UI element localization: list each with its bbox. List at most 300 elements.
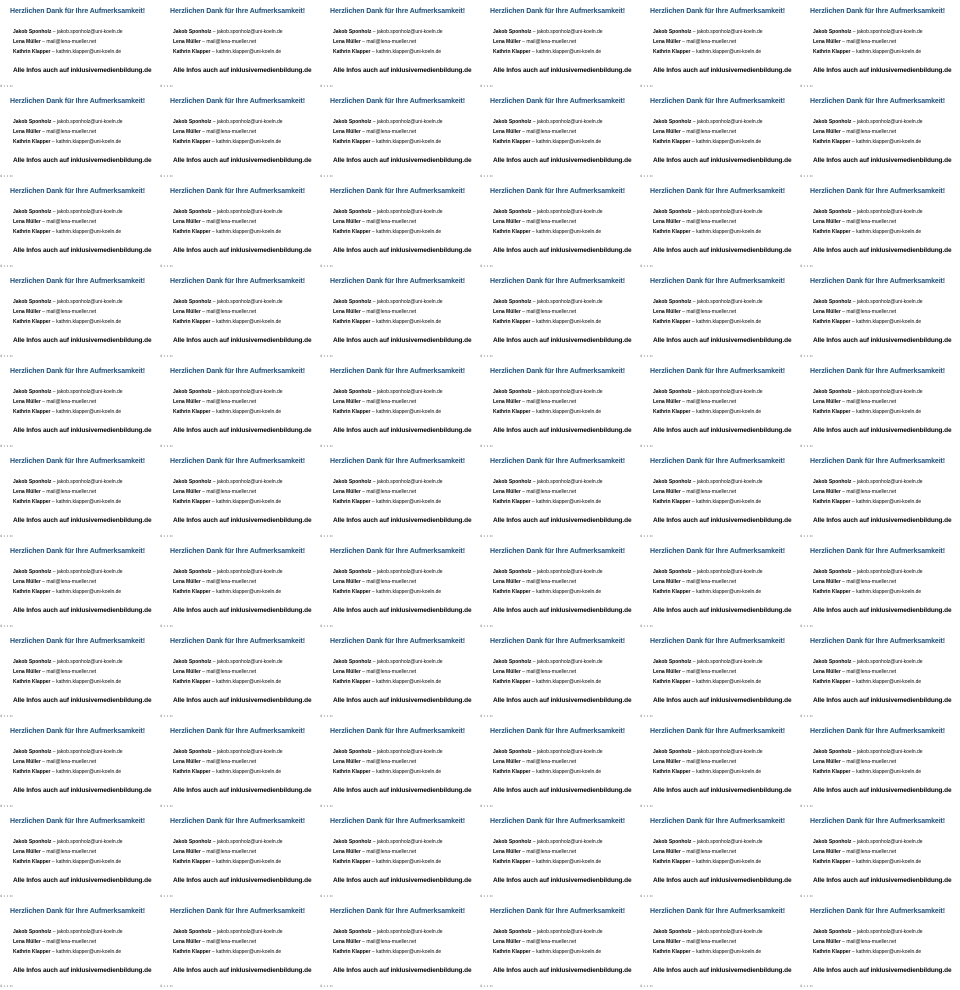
contact-line	[813, 487, 923, 497]
contact-line	[333, 127, 443, 137]
contact-line	[333, 657, 443, 667]
contact-separator: –	[851, 389, 857, 395]
footer-website-text: Alle Infos auch auf inklusivemedienbildung.de	[493, 697, 632, 704]
contact-email: kathrin.klapper@uni-koeln.de	[376, 589, 442, 595]
footer-website-text: Alle Infos auch auf inklusivemedienbildung.de	[173, 787, 312, 794]
contact-line	[493, 127, 603, 137]
contact-list	[173, 927, 283, 957]
slide-tile	[320, 900, 480, 990]
contact-name: Kathrin Klapper	[493, 229, 531, 235]
contact-separator: –	[691, 479, 697, 485]
contact-name: Kathrin Klapper	[173, 49, 211, 55]
slide-tile	[160, 90, 320, 180]
contact-separator: –	[360, 309, 367, 315]
contact-name: Kathrin Klapper	[173, 769, 211, 775]
slide-tile	[160, 900, 320, 990]
contact-name: Lena Müller	[653, 489, 681, 495]
contact-name: Lena Müller	[333, 579, 361, 585]
contact-email: mail@lena-mueller.net	[206, 759, 257, 765]
contact-separator: –	[200, 939, 207, 945]
contact-separator: –	[691, 749, 697, 755]
contact-name: Jakob Sponholz	[653, 389, 692, 395]
contact-line	[13, 47, 123, 57]
contact-email: kathrin.klapper@uni-koeln.de	[856, 859, 922, 865]
contact-line	[813, 667, 923, 677]
footer-website-text: Alle Infos auch auf inklusivemedienbildung.de	[333, 697, 472, 704]
slide-tile	[800, 810, 960, 900]
contact-name: Jakob Sponholz	[173, 839, 212, 845]
contact-line	[333, 227, 443, 237]
contact-email: mail@lena-mueller.net	[686, 669, 737, 675]
contact-email: mail@lena-mueller.net	[526, 219, 577, 225]
contact-separator: –	[690, 49, 697, 55]
contact-name: Jakob Sponholz	[813, 749, 852, 755]
slide-tile	[640, 270, 800, 360]
contact-name: Lena Müller	[13, 939, 41, 945]
contact-line	[13, 387, 123, 397]
contact-email: jakob.sponholz@uni-koeln.de	[56, 209, 123, 215]
footer-website-text: Alle Infos auch auf inklusivemedienbildung.de	[493, 427, 632, 434]
contact-name: Jakob Sponholz	[493, 749, 532, 755]
contact-name: Kathrin Klapper	[333, 319, 371, 325]
slide-tile	[640, 360, 800, 450]
contact-email: jakob.sponholz@uni-koeln.de	[216, 749, 283, 755]
slide-title: Herzlichen Dank für Ihre Aufmerksamkeit!	[170, 98, 306, 105]
contact-email: kathrin.klapper@uni-koeln.de	[376, 499, 442, 505]
contact-separator: –	[371, 929, 377, 935]
contact-email: mail@lena-mueller.net	[686, 579, 737, 585]
contact-separator: –	[691, 209, 697, 215]
contact-name: Jakob Sponholz	[333, 299, 372, 305]
contact-list	[333, 297, 443, 327]
slide-tile	[0, 0, 160, 90]
contact-separator: –	[371, 389, 377, 395]
contact-separator: –	[691, 929, 697, 935]
contact-name: Jakob Sponholz	[813, 29, 852, 35]
footer-website-text: Alle Infos auch auf inklusivemedienbildung.de	[173, 67, 312, 74]
contact-email: mail@lena-mueller.net	[846, 399, 897, 405]
slide-title: Herzlichen Dank für Ihre Aufmerksamkeit!	[330, 908, 466, 915]
contact-email: jakob.sponholz@uni-koeln.de	[216, 839, 283, 845]
contact-separator: –	[40, 489, 47, 495]
slide-marker: 4 • • ••	[320, 894, 333, 898]
footer-website-text: Alle Infos auch auf inklusivemedienbildung.de	[813, 337, 952, 344]
contact-name: Kathrin Klapper	[653, 409, 691, 415]
contact-separator: –	[850, 589, 857, 595]
contact-email: mail@lena-mueller.net	[846, 489, 897, 495]
contact-email: mail@lena-mueller.net	[46, 129, 97, 135]
contact-name: Jakob Sponholz	[173, 659, 212, 665]
contact-email: mail@lena-mueller.net	[366, 309, 417, 315]
slide-marker: 4 • • ••	[160, 894, 173, 898]
contact-line	[333, 137, 443, 147]
contact-separator: –	[200, 309, 207, 315]
contact-email: jakob.sponholz@uni-koeln.de	[536, 389, 603, 395]
contact-line	[173, 387, 283, 397]
contact-name: Lena Müller	[493, 669, 521, 675]
slide-title: Herzlichen Dank für Ihre Aufmerksamkeit!	[650, 8, 786, 15]
slide-marker: 4 • • ••	[640, 804, 653, 808]
contact-list	[13, 567, 123, 597]
slide-marker: 4 • • ••	[160, 534, 173, 538]
contact-name: Kathrin Klapper	[173, 679, 211, 685]
slide-title: Herzlichen Dank für Ihre Aufmerksamkeit!	[170, 8, 306, 15]
contact-email: jakob.sponholz@uni-koeln.de	[536, 659, 603, 665]
contact-name: Lena Müller	[13, 219, 41, 225]
contact-email: jakob.sponholz@uni-koeln.de	[376, 299, 443, 305]
contact-separator: –	[680, 849, 687, 855]
contact-email: jakob.sponholz@uni-koeln.de	[376, 209, 443, 215]
slide-title: Herzlichen Dank für Ihre Aufmerksamkeit!	[810, 548, 946, 555]
slide-title: Herzlichen Dank für Ihre Aufmerksamkeit!	[330, 188, 466, 195]
contact-email: jakob.sponholz@uni-koeln.de	[696, 29, 763, 35]
contact-separator: –	[210, 49, 217, 55]
contact-line	[333, 667, 443, 677]
slide-tile	[0, 810, 160, 900]
contact-email: kathrin.klapper@uni-koeln.de	[536, 409, 602, 415]
contact-line	[333, 837, 443, 847]
contact-separator: –	[531, 479, 537, 485]
contact-separator: –	[840, 849, 847, 855]
contact-separator: –	[211, 479, 217, 485]
contact-email: kathrin.klapper@uni-koeln.de	[536, 769, 602, 775]
contact-name: Jakob Sponholz	[653, 29, 692, 35]
contact-line	[653, 137, 763, 147]
contact-separator: –	[840, 759, 847, 765]
contact-separator: –	[371, 749, 377, 755]
footer-website-text: Alle Infos auch auf inklusivemedienbildung.de	[173, 157, 312, 164]
contact-line	[653, 937, 763, 947]
contact-separator: –	[851, 299, 857, 305]
contact-separator: –	[200, 219, 207, 225]
contact-email: kathrin.klapper@uni-koeln.de	[856, 589, 922, 595]
footer-website-text: Alle Infos auch auf inklusivemedienbildung.de	[653, 517, 792, 524]
contact-email: kathrin.klapper@uni-koeln.de	[56, 319, 122, 325]
slide-title: Herzlichen Dank für Ihre Aufmerksamkeit!	[330, 278, 466, 285]
contact-list	[333, 387, 443, 417]
contact-line	[653, 567, 763, 577]
contact-email: mail@lena-mueller.net	[366, 939, 417, 945]
contact-name: Jakob Sponholz	[173, 29, 212, 35]
slide-title: Herzlichen Dank für Ihre Aufmerksamkeit!	[170, 188, 306, 195]
slide-marker: 4 • • ••	[480, 354, 493, 358]
contact-line	[493, 567, 603, 577]
footer-website-text: Alle Infos auch auf inklusivemedienbildung.de	[13, 967, 152, 974]
contact-separator: –	[370, 499, 377, 505]
contact-separator: –	[530, 949, 537, 955]
contact-separator: –	[211, 749, 217, 755]
slide-tile	[160, 720, 320, 810]
contact-email: kathrin.klapper@uni-koeln.de	[216, 229, 282, 235]
contact-email: kathrin.klapper@uni-koeln.de	[56, 49, 122, 55]
contact-line	[493, 847, 603, 857]
contact-separator: –	[371, 569, 377, 575]
contact-line	[813, 207, 923, 217]
slide-marker: 4 • • ••	[640, 444, 653, 448]
contact-separator: –	[200, 399, 207, 405]
contact-separator: –	[210, 499, 217, 505]
slide-tile	[800, 540, 960, 630]
contact-email: kathrin.klapper@uni-koeln.de	[376, 859, 442, 865]
contact-line	[653, 387, 763, 397]
contact-name: Jakob Sponholz	[653, 659, 692, 665]
footer-website-text: Alle Infos auch auf inklusivemedienbildung.de	[493, 967, 632, 974]
slide-tile	[0, 270, 160, 360]
contact-email: kathrin.klapper@uni-koeln.de	[536, 679, 602, 685]
contact-separator: –	[51, 929, 57, 935]
contact-name: Lena Müller	[813, 579, 841, 585]
contact-separator: –	[360, 579, 367, 585]
contact-email: jakob.sponholz@uni-koeln.de	[536, 839, 603, 845]
contact-separator: –	[850, 409, 857, 415]
contact-list	[333, 567, 443, 597]
contact-name: Jakob Sponholz	[173, 389, 212, 395]
slide-title: Herzlichen Dank für Ihre Aufmerksamkeit!	[10, 98, 146, 105]
slide-tile	[0, 450, 160, 540]
footer-website-text: Alle Infos auch auf inklusivemedienbildung.de	[813, 157, 952, 164]
contact-line	[493, 217, 603, 227]
contact-email: mail@lena-mueller.net	[846, 129, 897, 135]
contact-name: Lena Müller	[13, 399, 41, 405]
contact-separator: –	[211, 119, 217, 125]
contact-separator: –	[520, 759, 527, 765]
contact-name: Kathrin Klapper	[13, 229, 51, 235]
contact-separator: –	[680, 579, 687, 585]
contact-name: Jakob Sponholz	[333, 749, 372, 755]
contact-separator: –	[371, 659, 377, 665]
contact-separator: –	[680, 939, 687, 945]
contact-name: Jakob Sponholz	[653, 209, 692, 215]
contact-separator: –	[50, 319, 57, 325]
slide-tile	[160, 360, 320, 450]
contact-separator: –	[200, 39, 207, 45]
slide-tile	[640, 90, 800, 180]
contact-line	[13, 227, 123, 237]
contact-email: mail@lena-mueller.net	[526, 579, 577, 585]
contact-name: Kathrin Klapper	[173, 949, 211, 955]
contact-name: Lena Müller	[813, 849, 841, 855]
contact-line	[493, 947, 603, 957]
contact-email: kathrin.klapper@uni-koeln.de	[216, 949, 282, 955]
contact-separator: –	[360, 849, 367, 855]
contact-name: Jakob Sponholz	[813, 569, 852, 575]
contact-name: Jakob Sponholz	[493, 569, 532, 575]
contact-name: Kathrin Klapper	[13, 139, 51, 145]
contact-line	[173, 657, 283, 667]
contact-line	[173, 27, 283, 37]
contact-email: kathrin.klapper@uni-koeln.de	[56, 949, 122, 955]
contact-list	[813, 207, 923, 237]
contact-line	[813, 117, 923, 127]
contact-email: kathrin.klapper@uni-koeln.de	[536, 139, 602, 145]
contact-email: kathrin.klapper@uni-koeln.de	[856, 49, 922, 55]
contact-name: Lena Müller	[653, 939, 681, 945]
contact-email: kathrin.klapper@uni-koeln.de	[856, 319, 922, 325]
contact-name: Kathrin Klapper	[653, 769, 691, 775]
contact-separator: –	[850, 319, 857, 325]
contact-line	[653, 127, 763, 137]
contact-line	[813, 837, 923, 847]
footer-website-text: Alle Infos auch auf inklusivemedienbildung.de	[493, 877, 632, 884]
contact-line	[173, 677, 283, 687]
slide-tile	[800, 180, 960, 270]
contact-name: Lena Müller	[653, 759, 681, 765]
contact-line	[13, 937, 123, 947]
slide-tile	[160, 180, 320, 270]
contact-name: Lena Müller	[173, 399, 201, 405]
contact-line	[173, 227, 283, 237]
contact-name: Lena Müller	[333, 849, 361, 855]
contact-separator: –	[680, 489, 687, 495]
contact-name: Lena Müller	[653, 849, 681, 855]
slide-tile	[320, 90, 480, 180]
contact-separator: –	[200, 129, 207, 135]
footer-website-text: Alle Infos auch auf inklusivemedienbildung.de	[493, 247, 632, 254]
footer-website-text: Alle Infos auch auf inklusivemedienbildung.de	[13, 247, 152, 254]
contact-separator: –	[210, 859, 217, 865]
contact-separator: –	[210, 679, 217, 685]
contact-line	[493, 317, 603, 327]
contact-name: Kathrin Klapper	[333, 139, 371, 145]
contact-separator: –	[210, 949, 217, 955]
contact-separator: –	[531, 389, 537, 395]
contact-separator: –	[50, 409, 57, 415]
contact-line	[653, 587, 763, 597]
contact-line	[813, 857, 923, 867]
contact-line	[653, 207, 763, 217]
footer-website-text: Alle Infos auch auf inklusivemedienbildung.de	[173, 877, 312, 884]
contact-name: Kathrin Klapper	[173, 859, 211, 865]
slide-tile	[0, 720, 160, 810]
contact-email: mail@lena-mueller.net	[46, 849, 97, 855]
contact-separator: –	[850, 949, 857, 955]
contact-line	[173, 757, 283, 767]
contact-name: Kathrin Klapper	[13, 499, 51, 505]
contact-name: Jakob Sponholz	[813, 839, 852, 845]
contact-list	[13, 207, 123, 237]
contact-line	[333, 407, 443, 417]
contact-line	[173, 767, 283, 777]
contact-email: jakob.sponholz@uni-koeln.de	[216, 659, 283, 665]
contact-list	[13, 477, 123, 507]
contact-line	[493, 297, 603, 307]
contact-list	[653, 747, 763, 777]
footer-website-text: Alle Infos auch auf inklusivemedienbildung.de	[653, 247, 792, 254]
contact-email: mail@lena-mueller.net	[206, 669, 257, 675]
contact-email: jakob.sponholz@uni-koeln.de	[856, 119, 923, 125]
footer-website-text: Alle Infos auch auf inklusivemedienbildung.de	[813, 247, 952, 254]
contact-email: jakob.sponholz@uni-koeln.de	[696, 839, 763, 845]
contact-name: Lena Müller	[333, 129, 361, 135]
slide-tile	[480, 180, 640, 270]
contact-separator: –	[211, 569, 217, 575]
contact-separator: –	[691, 839, 697, 845]
contact-line	[333, 767, 443, 777]
slide-marker: 4 • • ••	[640, 714, 653, 718]
contact-name: Kathrin Klapper	[333, 769, 371, 775]
contact-list	[653, 657, 763, 687]
footer-website-text: Alle Infos auch auf inklusivemedienbildung.de	[13, 67, 152, 74]
contact-email: kathrin.klapper@uni-koeln.de	[376, 139, 442, 145]
contact-line	[333, 27, 443, 37]
contact-email: mail@lena-mueller.net	[366, 39, 417, 45]
contact-name: Lena Müller	[493, 489, 521, 495]
slide-marker: 4 • • ••	[480, 174, 493, 178]
contact-line	[653, 47, 763, 57]
contact-name: Jakob Sponholz	[13, 749, 52, 755]
contact-line	[813, 927, 923, 937]
slide-marker: 4 • • ••	[0, 534, 13, 538]
slide-marker: 4 • • ••	[480, 804, 493, 808]
contact-separator: –	[200, 849, 207, 855]
contact-email: jakob.sponholz@uni-koeln.de	[856, 749, 923, 755]
contact-name: Kathrin Klapper	[813, 949, 851, 955]
contact-line	[493, 577, 603, 587]
contact-line	[13, 837, 123, 847]
slide-title: Herzlichen Dank für Ihre Aufmerksamkeit!	[330, 818, 466, 825]
footer-website-text: Alle Infos auch auf inklusivemedienbildung.de	[13, 337, 152, 344]
contact-separator: –	[40, 219, 47, 225]
contact-separator: –	[520, 579, 527, 585]
contact-separator: –	[50, 499, 57, 505]
slide-marker: 4 • • ••	[480, 534, 493, 538]
contact-separator: –	[520, 219, 527, 225]
contact-separator: –	[370, 589, 377, 595]
contact-list	[653, 27, 763, 57]
contact-separator: –	[530, 229, 537, 235]
contact-separator: –	[690, 589, 697, 595]
contact-separator: –	[520, 849, 527, 855]
contact-line	[653, 297, 763, 307]
contact-name: Lena Müller	[813, 939, 841, 945]
contact-separator: –	[370, 679, 377, 685]
contact-email: kathrin.klapper@uni-koeln.de	[856, 769, 922, 775]
slide-title: Herzlichen Dank für Ihre Aufmerksamkeit!	[650, 908, 786, 915]
contact-line	[493, 407, 603, 417]
contact-name: Lena Müller	[13, 759, 41, 765]
footer-website-text: Alle Infos auch auf inklusivemedienbildung.de	[173, 967, 312, 974]
contact-list	[333, 207, 443, 237]
slide-marker: 4 • • ••	[800, 534, 813, 538]
contact-line	[813, 37, 923, 47]
contact-email: mail@lena-mueller.net	[206, 219, 257, 225]
contact-line	[653, 497, 763, 507]
slide-marker: 4 • • ••	[0, 624, 13, 628]
slide-title: Herzlichen Dank für Ihre Aufmerksamkeit!	[650, 278, 786, 285]
contact-email: jakob.sponholz@uni-koeln.de	[696, 659, 763, 665]
contact-name: Lena Müller	[173, 219, 201, 225]
contact-list	[173, 27, 283, 57]
contact-separator: –	[690, 409, 697, 415]
contact-email: jakob.sponholz@uni-koeln.de	[376, 389, 443, 395]
contact-email: kathrin.klapper@uni-koeln.de	[696, 589, 762, 595]
contact-separator: –	[370, 949, 377, 955]
contact-line	[13, 407, 123, 417]
contact-email: mail@lena-mueller.net	[206, 579, 257, 585]
contact-email: mail@lena-mueller.net	[366, 219, 417, 225]
contact-email: jakob.sponholz@uni-koeln.de	[536, 299, 603, 305]
slide-title: Herzlichen Dank für Ihre Aufmerksamkeit!	[810, 98, 946, 105]
footer-website-text: Alle Infos auch auf inklusivemedienbildung.de	[333, 787, 472, 794]
contact-name: Jakob Sponholz	[173, 119, 212, 125]
slide-tile	[640, 900, 800, 990]
contact-name: Jakob Sponholz	[13, 299, 52, 305]
contact-line	[333, 37, 443, 47]
slide-tile	[320, 270, 480, 360]
contact-name: Jakob Sponholz	[173, 299, 212, 305]
contact-separator: –	[680, 759, 687, 765]
contact-separator: –	[360, 489, 367, 495]
